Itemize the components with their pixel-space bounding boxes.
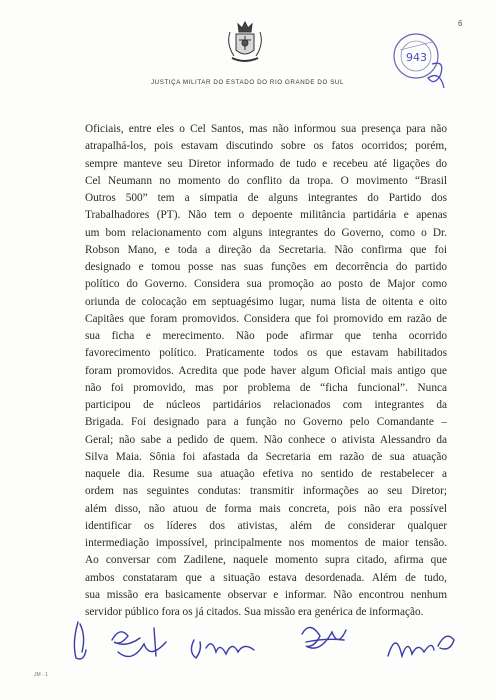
folio-number: 943 [406,51,427,64]
text-line: oriunda de colocação em septuagésimo lugar, numa lista de oitenta e oito [85,295,447,308]
text-line: sempre manteve seu Diretor informado de tudo e recebeu até ligações do [85,157,447,170]
text-line: Cel Neumann no momento do conflito da tropa. O movimento “Brasil [85,174,447,187]
text-line: Capitães que foram promovidos. Considera que foi promovido em razão de [85,312,447,325]
signature-1 [74,622,86,659]
signature-5 [388,636,454,656]
institution-header: JUSTIÇA MILITAR DO ESTADO DO RIO GRANDE DO SUL [150,79,345,86]
text-line: intermediação impossível, principalmente nos momentos de maior tensão. [85,537,447,549]
text-line: Robson Mano, e toda a direção da Secretaria. Não confirma que foi [85,243,447,256]
text-line: identificar os líderes dos ativistas, além de considerar qualquer [85,519,447,532]
coat-of-arms-icon [224,16,266,66]
text-line: designado e tomou posse nas suas funções em decorrência do partido [85,261,447,273]
page-number: 6 [458,19,463,28]
folio-stamp [388,30,448,90]
text-line: Oficiais, entre eles o Cel Santos, mas não informou sua presença para não [85,123,447,135]
text-line: além disso, não atuou de forma mais concreta, pois não era possível [85,502,447,515]
text-line: Brigada. Foi designado para a função no Governo pelo Comandante – [85,416,447,429]
text-line: naquele dia. Resume sua atuação efetiva no sentido de restabelecer a [85,468,447,480]
footer-mark: JM - 1 [34,672,48,678]
text-line: Geral; não sabe a pedido de quem. Não conhece o ativista Alessandro da [85,433,447,446]
text-line: Ao conversar com Zadilene, naquele momento supra citado, afirma que [85,554,447,567]
text-line: sua ficha e merecimento. Não pode afirmar que tenha ocorrido [85,330,447,342]
signature-3 [191,640,254,658]
text-line: ordem nas seguintes condutas: transmitir informações ao seu Diretor; [85,485,447,498]
text-line: sua missão era basicamente observar e informar. Não encontrou nenhum [85,588,447,601]
text-line: um bom relacionamento com alguns integrantes do Governo, como o Dr. [85,226,447,239]
signatures-row [70,612,470,672]
text-line: favorecimento político. Praticamente todos os que estavam habilitados [85,347,447,360]
text-line: político do Governo. Considera sua promoção ao posto de Major como [85,278,447,291]
text-line: ambos constataram que a situação estava desordenada. Além de tudo, [85,571,447,584]
signature-2 [112,628,166,657]
text-line: Outros 500” tem a simpatia de alguns integrantes do Partido dos [85,192,447,204]
text-line: Silva Maia. Sônia foi afastada da Secretaria em razão de sua atuação [85,450,447,463]
text-line: atrapalhá-los, pois estavam discutindo sobre os fatos ocorridos; porém, [85,140,447,153]
signature-4 [302,627,346,648]
text-line: participou de núcleos partidários relacionados com integrantes da [85,399,447,411]
text-line: não foi promovido, mas por problema de “ficha funcional”. Nunca [85,381,447,394]
text-line: Trabalhadores (PT). Não tem o depoente militância partidária e apenas [85,209,447,222]
text-line: servidor público fora os já citados. Sua missão era genérica de informação. [85,606,424,618]
text-line: foram promovidos. Acredita que pode haver algum Oficial mais antigo que [85,364,447,377]
testimony-text [85,121,447,621]
